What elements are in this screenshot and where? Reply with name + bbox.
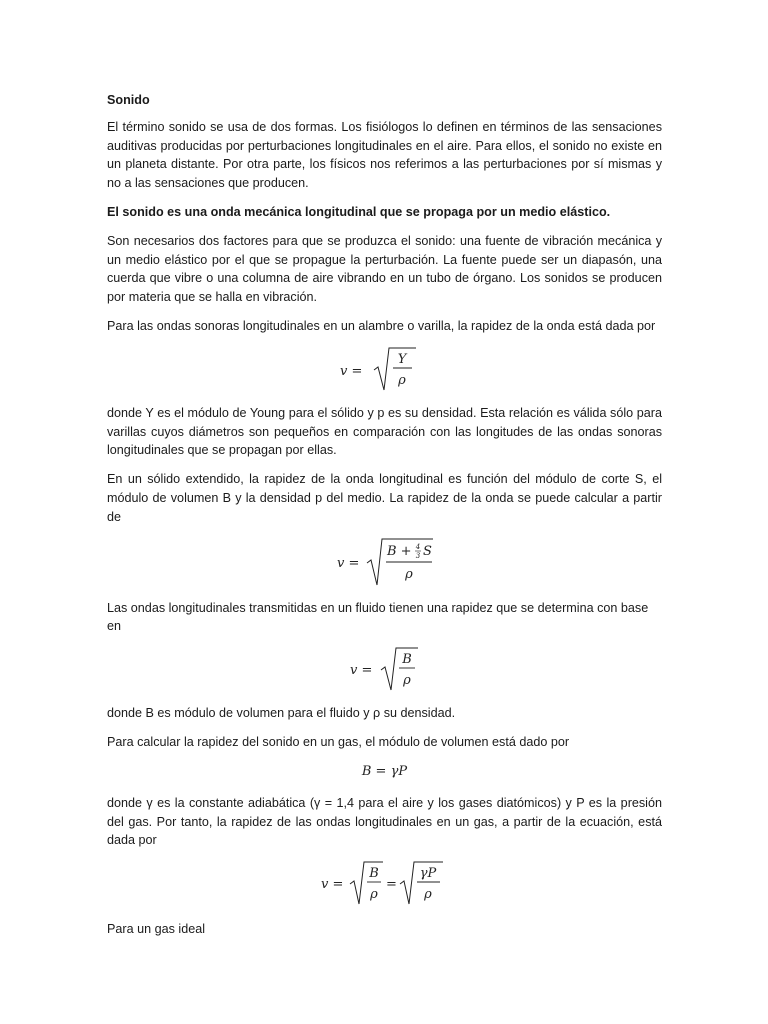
paragraph-definition: El sonido es una onda mecánica longitudinal que se propaga por un medio elástico. xyxy=(107,204,611,219)
equation-numerator: Y xyxy=(397,351,406,367)
document-title: Sonido xyxy=(107,93,150,107)
paragraph-gas-modulus: Para calcular la rapidez del sonido en un gas, el módulo de volumen está dado por xyxy=(107,734,570,749)
equation-denominator: ρ xyxy=(397,372,406,388)
equation-numerator-2: γP xyxy=(419,866,436,882)
paragraph-factors: Son necesarios dos factores para que se produzca el sonido: una fuente de vibración mecánica y un medio elástico por el que se propague la perturbación. La fuente puede ser un diapasón, una cuerda que vibre o una columna de aire vibrando en un tubo de órgano. Los sonidos se producen por materia que se halla en vibración. xyxy=(107,233,662,305)
equation-denominator: ρ xyxy=(402,673,411,689)
equation-fraction-denominator: 3 xyxy=(415,551,420,560)
equation-wire-speed xyxy=(107,344,662,396)
equation-bulk-modulus-gas xyxy=(107,760,662,786)
paragraph-intro: El término sonido se usa de dos formas. Los fisiólogos lo definen en términos de las sensaciones auditivas producidas por perturbaciones longitudinales en el aire. Para ellos, el sonido no existe en un planeta distante. Por otra parte, los físicos nos referimos a las perturbaciones por sí mismas y no a las sensaciones que producen. xyxy=(107,119,662,191)
equation-lhs: v = xyxy=(320,877,343,893)
equation-fluid-speed xyxy=(107,644,662,696)
equation-lhs: v = xyxy=(339,363,362,379)
paragraph-fluid: Las ondas longitudinales transmitidas en un fluido tienen una rapidez que se determina con base en xyxy=(107,600,649,634)
equation-text: B = γP xyxy=(361,764,408,780)
paragraph-extended-solid: En un sólido extendido, la rapidez de la onda longitudinal es función del módulo de corte S, el módulo de volumen B y la densidad p del medio. La rapidez de la onda se puede calcular a partir de xyxy=(107,472,662,524)
equation-extended-solid xyxy=(107,535,662,591)
equation-numerator-s: S xyxy=(422,543,432,559)
equation-gas-speed xyxy=(107,858,662,910)
equation-numerator: B xyxy=(401,652,412,668)
paragraph-young-modulus: donde Y es el módulo de Young para el sólido y p es su densidad. Esta relación es válida sólo para varillas cuyos diámetros son pequeños en comparación con las longitudes de las ondas sonoras longitudinales que se propagan por ellas. xyxy=(107,405,662,458)
equation-denominator-1: ρ xyxy=(369,887,378,903)
paragraph-adiabatic: donde γ es la constante adiabática (γ = 1,4 para el aire y los gases diatómicos) y P es la presión del gas. Por tanto, la rapidez de las ondas longitudinales en un gas, a partir de la ecuación, está dada por xyxy=(107,795,662,848)
equation-equals: = xyxy=(385,877,397,893)
equation-denominator: ρ xyxy=(404,566,413,582)
equation-lhs: v = xyxy=(336,555,359,571)
paragraph-ideal-gas: Para un gas ideal xyxy=(107,922,206,937)
paragraph-fluid-density: donde B es módulo de volumen para el fluido y ρ su densidad. xyxy=(107,706,456,721)
equation-lhs: v = xyxy=(349,663,372,679)
equation-denominator-2: ρ xyxy=(423,887,432,903)
equation-numerator-1: B xyxy=(368,866,379,882)
paragraph-wire-speed: Para las ondas sonoras longitudinales en un alambre o varilla, la rapidez de la onda está dada por xyxy=(107,318,656,333)
equation-numerator-b: B + xyxy=(386,543,412,559)
equation-fraction-numerator: 4 xyxy=(415,542,420,551)
